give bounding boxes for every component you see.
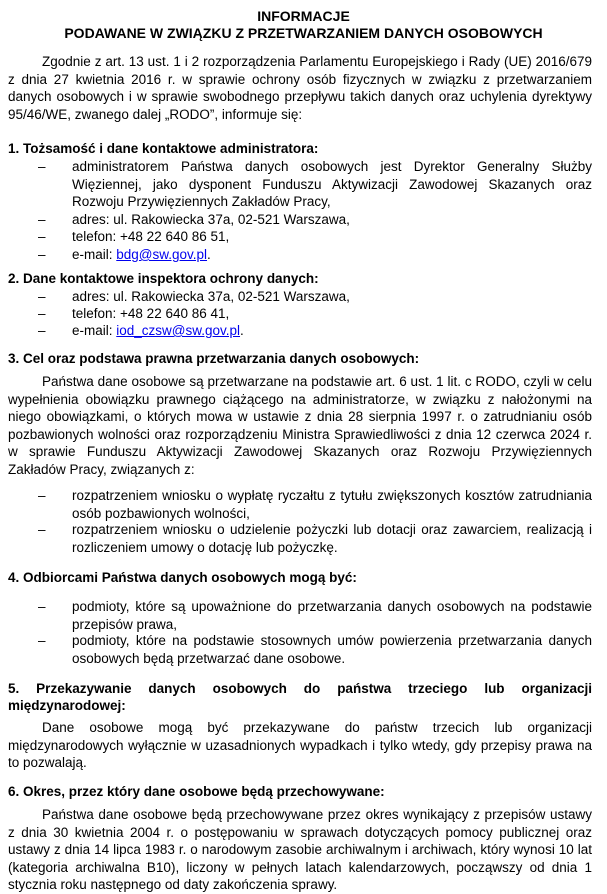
- list-item: [8, 158, 592, 211]
- list-item: [8, 305, 592, 323]
- section-5-heading-cont: międzynarodowej:: [8, 698, 126, 713]
- list-item: [8, 288, 592, 306]
- section-3-paragraph: Państwa dane osobowe są przetwarzane na podstawie art. 6 ust. 1 lit. c RODO, czyli w celu wypełnienia obowiązku prawnego ciążącego na administratorze, w związku z nałożonymi na niego obowiązkami, o których mowa w ustawie z dnia 28 sierpnia 1997 r. o zatrudnianiu osób pozbawionych wolności oraz rozporządzeniu Ministra Sprawiedliwości z dnia 12 czerwca 2024 r. w sprawie Funduszu Aktywizacji Zawodowej Skazanych oraz Rozwoju Przywięziennych Zakładów Pracy, związanych z:: [8, 374, 592, 477]
- section-2-heading: 2. Dane kontaktowe inspektora ochrony danych:: [8, 271, 319, 286]
- list-item-text: podmioty, które na podstawie stosownych umów powierzenia przetwarzania danych osobowych będą przetwarzać dane osobowe.: [72, 633, 592, 666]
- iod-email-link[interactable]: iod_czsw@sw.gov.pl: [116, 323, 241, 338]
- list-item-text: adres: ul. Rakowiecka 37a, 02-521 Warszawa,: [72, 212, 350, 227]
- email-line: e-mail: bdg@sw.gov.pl.: [72, 247, 211, 262]
- section-4-heading: 4. Odbiorcami Państwa danych osobowych mogą być:: [8, 570, 357, 585]
- list-item-text: telefon: +48 22 640 86 41,: [72, 306, 230, 321]
- dash-bullet: –: [38, 323, 46, 338]
- list-item-text: administratorem Państwa danych osobowych jest Dyrektor Generalny Służby Więziennej, jako dysponent Funduszu Aktywizacji Zawodowej Skazanych oraz Rozwoju Przywięziennych Zakładów Pracy,: [72, 159, 592, 209]
- section-1-heading: 1. Tożsamość i dane kontaktowe administratora:: [8, 141, 319, 156]
- dash-bullet: –: [38, 599, 46, 614]
- list-item: [8, 632, 592, 668]
- dash-bullet: –: [38, 522, 46, 537]
- section-3-heading: 3. Cel oraz podstawa prawna przetwarzania danych osobowych:: [8, 351, 420, 366]
- list-item: [8, 246, 592, 264]
- list-item: [8, 322, 592, 340]
- list-item: [8, 487, 592, 523]
- section-6-heading: 6. Okres, przez który dane osobowe będą przechowywane:: [8, 784, 385, 799]
- list-item-text: podmioty, które są upoważnione do przetwarzania danych osobowych na podstawie przepisów prawa,: [72, 599, 592, 632]
- dash-bullet: –: [38, 289, 46, 304]
- dash-bullet: –: [38, 247, 46, 262]
- list-item: [8, 521, 592, 557]
- list-item-text: rozpatrzeniem wniosku o udzielenie pożyczki lub dotacji oraz zawarciem, realizacją i rozliczeniem umowy o dotację lub pożyczkę.: [72, 522, 592, 555]
- intro-paragraph: Zgodnie z art. 13 ust. 1 i 2 rozporządzenia Parlamentu Europejskiego i Rady (UE) 2016/679 z dnia 27 kwietnia 2016 r. w sprawie ochrony osób fizycznych w związku z przetwarzaniem danych osobowych i w sprawie swobodnego przepływu takich danych oraz uchylenia dyrektywy 95/46/WE, zwanego dalej „RODO”, informuje się:: [8, 54, 592, 122]
- dash-bullet: –: [38, 633, 46, 648]
- document-title: INFORMACJE: [257, 8, 350, 24]
- dash-bullet: –: [38, 488, 46, 503]
- section-6-paragraph: Państwa dane osobowe będą przechowywane przez okres wynikający z przepisów ustawy z dnia 30 kwietnia 2004 r. o postępowaniu w sprawach dotyczących pomocy publicznej oraz ustawy z dnia 14 lipca 1983 r. o narodowym zasobie archiwalnym i archiwach, który wynosi 10 lat (kategoria archiwalna B10), liczony w pełnych latach kalendarzowych, począwszy od dnia 1 stycznia roku następnego od daty zakończenia sprawy.: [8, 807, 592, 892]
- list-item: [8, 228, 592, 246]
- dash-bullet: –: [38, 229, 46, 244]
- list-item-text: telefon: +48 22 640 86 51,: [72, 229, 230, 244]
- list-item-text: adres: ul. Rakowiecka 37a, 02-521 Warszawa,: [72, 289, 350, 304]
- document-subtitle: PODAWANE W ZWIĄZKU Z PRZETWARZANIEM DANYCH OSOBOWYCH: [64, 25, 543, 41]
- list-item: [8, 598, 592, 634]
- admin-email-link[interactable]: bdg@sw.gov.pl: [116, 247, 208, 262]
- list-item-text: rozpatrzeniem wniosku o wypłatę ryczałtu z tytułu zwiększonych kosztów zatrudniania osób pozbawionych wolności,: [72, 488, 592, 521]
- section-5-heading: 5. Przekazywanie danych osobowych do państwa trzeciego lub organizacji: [8, 681, 592, 696]
- section-5-paragraph: Dane osobowe mogą być przekazywane do państw trzecich lub organizacji międzynarodowych wyłącznie w uzasadnionych wypadkach i tylko wtedy, gdy przepisy prawa na to pozwalają.: [8, 720, 592, 770]
- dash-bullet: –: [38, 306, 46, 321]
- dash-bullet: –: [38, 212, 46, 227]
- email-line: e-mail: iod_czsw@sw.gov.pl.: [72, 323, 244, 338]
- dash-bullet: –: [38, 159, 46, 174]
- list-item: [8, 211, 592, 229]
